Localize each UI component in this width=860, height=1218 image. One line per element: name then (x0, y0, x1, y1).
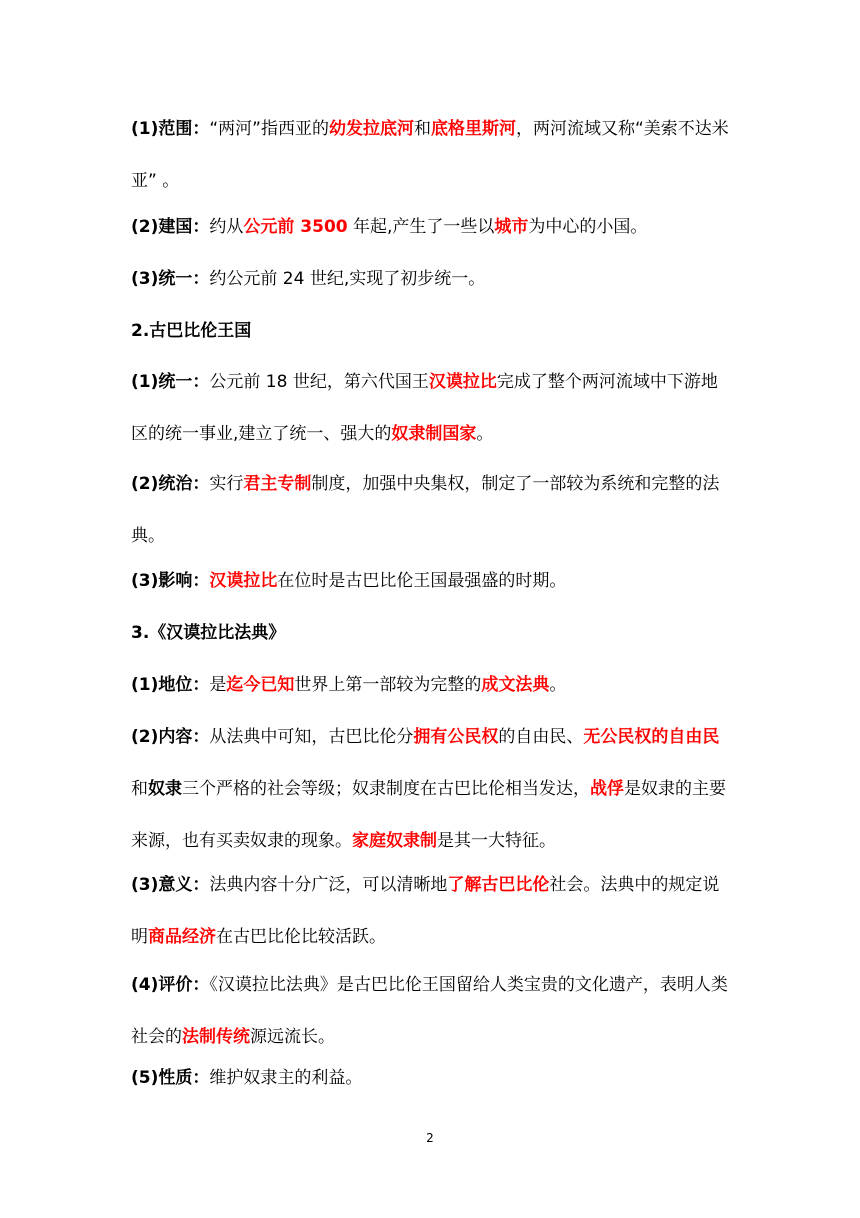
paragraph-code-status (131, 659, 731, 711)
highlight-term: 底格里斯河 (431, 119, 516, 139)
text-run: 公元前 18 世纪，第六代国王 (209, 372, 429, 392)
text-run: 社会。法典中的规定说明 (131, 875, 720, 947)
highlight-term: 幼发拉底河 (329, 119, 414, 139)
bold-label: 3.《汉谟拉比法典》 (131, 623, 286, 643)
highlight-term: 无公民权的自由民 (583, 727, 720, 747)
text-run: 从法典中可知，古巴比伦分 (209, 727, 414, 747)
text-run: 制度，加强中央集权，制定了一部较为系统和完整的法典。 (131, 474, 720, 546)
section-heading-code (131, 607, 731, 659)
paragraph-babylon-impact (131, 555, 731, 607)
text-run: 。 (549, 675, 567, 695)
highlight-term: 战俘 (590, 779, 624, 799)
bold-label: 奴隶 (148, 779, 182, 799)
text-run: 在位时是古巴比伦王国最强盛的时期。 (277, 571, 567, 591)
section-heading-babylon (131, 305, 731, 357)
bold-label: 2.古巴比伦王国 (131, 321, 252, 341)
paragraph-code-nature (131, 1052, 731, 1104)
text-run: 世界上第一部较为完整的 (294, 675, 482, 695)
text-run: 《汉谟拉比法典》是古巴比伦王国留给人类宝贵的文化遗产，表明人类社会的 (131, 975, 728, 1047)
text-run: 的自由民、 (498, 727, 584, 747)
highlight-term: 拥有公民权 (413, 727, 499, 747)
highlight-term: 城市 (494, 217, 529, 237)
highlight-term: 家庭奴隶制 (352, 831, 437, 851)
bold-label: (2)建国： (131, 217, 210, 237)
text-run: 为中心的小国。 (528, 217, 648, 237)
text-run: 和 (414, 119, 431, 139)
bold-label: (3)意义： (131, 875, 210, 895)
paragraph-founding (131, 201, 731, 253)
text-run: 。 (476, 424, 494, 444)
highlight-term: 公元前 3500 (243, 217, 348, 237)
text-run: 维护奴隶主的利益。 (209, 1068, 363, 1088)
text-run: “两河”指西亚的 (209, 119, 329, 139)
paragraph-range (131, 103, 731, 207)
text-run: 是奴隶的主要来源，也有买卖奴隶的现象。 (131, 779, 726, 851)
paragraph-code-evaluation (131, 959, 731, 1063)
bold-label: (1)地位： (131, 675, 210, 695)
paragraph-babylon-unify (131, 356, 731, 460)
text-run: 在古巴比伦比较活跃。 (216, 927, 386, 947)
highlight-term: 商品经济 (148, 927, 216, 947)
text-run: 实行 (209, 474, 244, 494)
bold-label: (2)内容： (131, 727, 210, 747)
bold-label: (1)范围： (131, 119, 210, 139)
text-run: ，两河流域又称“美索不达米亚” 。 (131, 119, 729, 191)
text-run: 源远流长。 (250, 1027, 335, 1047)
text-run: 是 (209, 675, 227, 695)
text-run: 年起,产生了一些以 (347, 217, 495, 237)
bold-label: (3)影响： (131, 571, 210, 591)
paragraph-code-content (131, 711, 731, 867)
highlight-term: 汉谟拉比 (209, 571, 278, 591)
highlight-term: 了解古巴比伦 (447, 875, 550, 895)
page-number: 2 (426, 1131, 434, 1145)
highlight-term: 成文法典 (481, 675, 550, 695)
bold-label: (5)性质： (131, 1068, 210, 1088)
highlight-term: 君主专制 (243, 474, 312, 494)
bold-label: (2)统治： (131, 474, 210, 494)
paragraph-unification (131, 253, 731, 305)
highlight-term: 法制传统 (182, 1027, 250, 1047)
bold-label: (4)评价： (131, 975, 210, 995)
text-run: 三个严格的社会等级；奴隶制度在古巴比伦相当发达， (182, 779, 590, 799)
text-run: 约公元前 24 世纪,实现了初步统一。 (209, 269, 486, 289)
bold-label: (1)统一： (131, 372, 210, 392)
highlight-term: 迄今已知 (226, 675, 295, 695)
bold-label: (3)统一： (131, 269, 210, 289)
text-run: 约从 (209, 217, 244, 237)
text-run: 是其一大特征。 (437, 831, 556, 851)
text-run: 法典内容十分广泛，可以清晰地 (209, 875, 448, 895)
text-run: 完成了整个两河流域中下游地区的统一事业,建立了统一、强大的 (131, 372, 718, 444)
highlight-term: 奴隶制国家 (391, 424, 477, 444)
highlight-term: 汉谟拉比 (428, 372, 497, 392)
text-run: 和 (131, 779, 148, 799)
paragraph-code-meaning (131, 859, 731, 963)
paragraph-babylon-rule (131, 458, 731, 562)
